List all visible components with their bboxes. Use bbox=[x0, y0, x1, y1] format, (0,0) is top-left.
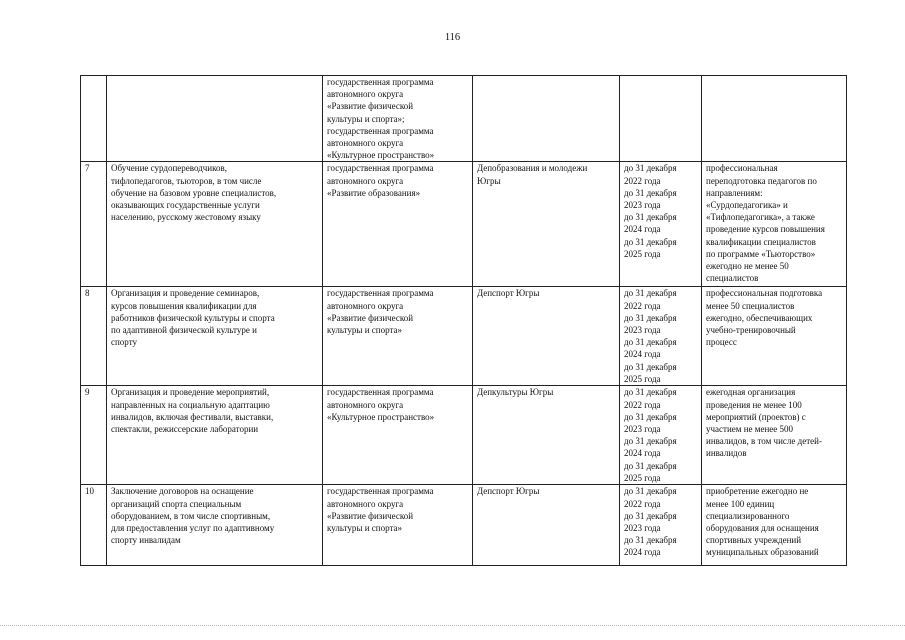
program-line: государственная программа bbox=[327, 77, 434, 87]
deadline-line: 2023 года bbox=[624, 325, 661, 336]
program-line: государственная программа bbox=[327, 163, 434, 174]
program-line: автономного округа bbox=[327, 300, 404, 311]
result-line: проведение курсов повышения bbox=[706, 224, 825, 235]
deadline-line: до 31 декабря bbox=[624, 486, 677, 497]
deadline-cell bbox=[620, 76, 702, 162]
result-cell bbox=[702, 162, 847, 287]
deadline-line: до 31 декабря bbox=[624, 411, 677, 422]
event-line: для предоставления услуг по адаптивному bbox=[111, 523, 275, 534]
scan-edge-divider bbox=[0, 625, 905, 628]
deadline-line: до 31 декабря bbox=[624, 288, 677, 299]
program-line: государственная программа bbox=[327, 486, 434, 497]
program-line: «Развитие физической bbox=[327, 101, 414, 112]
event-line: оказывающих государственные услуги bbox=[111, 200, 260, 211]
program-line: автономного округа bbox=[327, 138, 404, 149]
result-line: участием не менее 500 bbox=[706, 424, 794, 435]
result-line: ежегодно не менее 50 bbox=[706, 261, 789, 272]
program-line: «Культурное пространство» bbox=[327, 411, 435, 422]
result-line: оборудования для оснащения bbox=[706, 523, 819, 534]
deadline-line: до 31 декабря bbox=[624, 187, 677, 198]
event-line: работников физической культуры и спорта bbox=[111, 312, 275, 323]
event-line: Организация и проведение семинаров, bbox=[111, 288, 260, 299]
result-line: инвалидов bbox=[706, 448, 747, 459]
deadline-cell bbox=[620, 287, 702, 386]
deadline-line: до 31 декабря bbox=[624, 387, 677, 398]
event-line: направленных на социальную адаптацию bbox=[111, 399, 270, 410]
result-line: менее 50 специалистов bbox=[706, 300, 795, 311]
executor-line: Депкультуры Югры bbox=[477, 387, 554, 398]
deadline-line: 2023 года bbox=[624, 523, 661, 534]
result-line: переподготовка педагогов по bbox=[706, 175, 817, 186]
event-line: тифлопедагогов, тьюторов, в том числе bbox=[111, 175, 262, 186]
executor-cell bbox=[473, 287, 620, 386]
program-line: культуры и спорта» bbox=[327, 325, 403, 336]
result-line: проведения не менее 100 bbox=[706, 399, 802, 410]
program-line: «Развитие образования» bbox=[327, 187, 421, 198]
deadline-cell bbox=[620, 162, 702, 287]
program-line: культуры и спорта» bbox=[327, 523, 403, 534]
event-line: Заключение договоров на оснащение bbox=[111, 486, 254, 497]
result-line: специалистов bbox=[706, 273, 759, 284]
result-line: муниципальных образований bbox=[706, 547, 819, 558]
program-cell bbox=[323, 76, 473, 162]
page-number: 116 bbox=[444, 32, 461, 43]
deadline-line: до 31 декабря bbox=[624, 535, 677, 546]
row-number: 7 bbox=[81, 162, 107, 287]
result-cell bbox=[702, 485, 847, 566]
result-line: ежегодно, обеспечивающих bbox=[706, 312, 813, 323]
event-line: по адаптивной физической культуре и bbox=[111, 325, 257, 336]
result-cell bbox=[702, 287, 847, 386]
deadline-line: 2024 года bbox=[624, 349, 661, 360]
deadline-cell bbox=[620, 386, 702, 485]
deadline-line: 2022 года bbox=[624, 498, 661, 509]
executor-line: Югры bbox=[477, 175, 501, 186]
deadline-line: до 31 декабря bbox=[624, 212, 677, 223]
table-row bbox=[81, 485, 847, 566]
table-row bbox=[81, 76, 847, 162]
event-line: инвалидов, включая фестивали, выставки, bbox=[111, 411, 274, 422]
deadline-line: 2024 года bbox=[624, 224, 661, 235]
executor-cell bbox=[473, 386, 620, 485]
deadline-line: до 31 декабря bbox=[624, 337, 677, 348]
deadline-line: 2022 года bbox=[624, 399, 661, 410]
result-line: профессиональная bbox=[706, 163, 778, 174]
event-line: Организация и проведение мероприятий, bbox=[111, 387, 270, 398]
program-line: автономного округа bbox=[327, 89, 404, 100]
result-line: процесс bbox=[706, 337, 737, 348]
deadline-line: 2023 года bbox=[624, 200, 661, 211]
program-line: культуры и спорта»; bbox=[327, 113, 405, 124]
executor-cell bbox=[473, 76, 620, 162]
row-number: 10 bbox=[81, 485, 107, 566]
event-cell bbox=[107, 386, 323, 485]
row-number bbox=[81, 76, 107, 162]
result-line: профессиональная подготовка bbox=[706, 288, 823, 299]
event-cell bbox=[107, 162, 323, 287]
deadline-line: 2025 года bbox=[624, 373, 661, 384]
program-line: «Развитие физической bbox=[327, 510, 414, 521]
result-line: «Сурдопедагогика» и bbox=[706, 200, 788, 211]
program-cell bbox=[323, 485, 473, 566]
deadline-line: 2025 года bbox=[624, 472, 661, 483]
result-line: мероприятий (проектов) с bbox=[706, 411, 806, 422]
deadline-line: до 31 декабря bbox=[624, 361, 677, 372]
table-row bbox=[81, 386, 847, 485]
program-line: автономного округа bbox=[327, 175, 404, 186]
result-line: «Тифлопедагогика», а также bbox=[706, 212, 815, 223]
event-line: организаций спорта специальным bbox=[111, 498, 242, 509]
deadline-line: 2022 года bbox=[624, 175, 661, 186]
event-cell bbox=[107, 76, 323, 162]
executor-cell bbox=[473, 485, 620, 566]
executor-line: Депобразования и молодежи bbox=[477, 163, 588, 174]
result-line: менее 100 единиц bbox=[706, 498, 775, 509]
program-line: государственная программа bbox=[327, 125, 434, 136]
result-line: приобретение ежегодно не bbox=[706, 486, 809, 497]
deadline-line: до 31 декабря bbox=[624, 163, 677, 174]
deadline-line: 2025 года bbox=[624, 248, 661, 259]
deadline-line: до 31 декабря bbox=[624, 460, 677, 471]
measures-table bbox=[80, 75, 847, 566]
result-line: по программе «Тьюторство» bbox=[706, 248, 816, 259]
event-line: Обучение сурдопереводчиков, bbox=[111, 163, 228, 174]
program-cell bbox=[323, 386, 473, 485]
result-line: направлениям: bbox=[706, 187, 763, 198]
event-line: спектакли, режиссерские лаборатории bbox=[111, 424, 259, 435]
deadline-line: до 31 декабря bbox=[624, 236, 677, 247]
event-line: оборудованием, в том числе спортивным, bbox=[111, 510, 271, 521]
result-line: спортивных учреждений bbox=[706, 535, 802, 546]
executor-cell bbox=[473, 162, 620, 287]
event-line: спорту bbox=[111, 337, 138, 348]
event-line: спорту инвалидам bbox=[111, 535, 181, 546]
event-line: обучение на базовом уровне специалистов, bbox=[111, 187, 277, 198]
executor-line: Депспорт Югры bbox=[477, 288, 540, 299]
program-line: «Развитие физической bbox=[327, 312, 414, 323]
result-line: учебно-тренировочный bbox=[706, 325, 796, 336]
program-line: автономного округа bbox=[327, 498, 404, 509]
result-cell bbox=[702, 76, 847, 162]
row-number: 9 bbox=[81, 386, 107, 485]
deadline-line: 2023 года bbox=[624, 424, 661, 435]
result-line: инвалидов, в том числе детей- bbox=[706, 436, 822, 447]
table-row bbox=[81, 287, 847, 386]
program-cell bbox=[323, 162, 473, 287]
deadline-line: 2024 года bbox=[624, 448, 661, 459]
row-number: 8 bbox=[81, 287, 107, 386]
program-line: «Культурное пространство» bbox=[327, 150, 435, 161]
deadline-line: до 31 декабря bbox=[624, 510, 677, 521]
deadline-cell bbox=[620, 485, 702, 566]
result-line: квалификации специалистов bbox=[706, 236, 816, 247]
table-row bbox=[81, 162, 847, 287]
deadline-line: до 31 декабря bbox=[624, 312, 677, 323]
result-line: ежегодная организация bbox=[706, 387, 796, 398]
event-cell bbox=[107, 485, 323, 566]
executor-line: Депспорт Югры bbox=[477, 486, 540, 497]
result-cell bbox=[702, 386, 847, 485]
deadline-line: 2024 года bbox=[624, 547, 661, 558]
program-cell bbox=[323, 287, 473, 386]
program-line: автономного округа bbox=[327, 399, 404, 410]
program-line: государственная программа bbox=[327, 387, 434, 398]
event-cell bbox=[107, 287, 323, 386]
program-line: государственная программа bbox=[327, 288, 434, 299]
event-line: населению, русскому жестовому языку bbox=[111, 212, 261, 223]
event-line: курсов повышения квалификации для bbox=[111, 300, 257, 311]
result-line: специализированного bbox=[706, 510, 790, 521]
deadline-line: до 31 декабря bbox=[624, 436, 677, 447]
deadline-line: 2022 года bbox=[624, 300, 661, 311]
